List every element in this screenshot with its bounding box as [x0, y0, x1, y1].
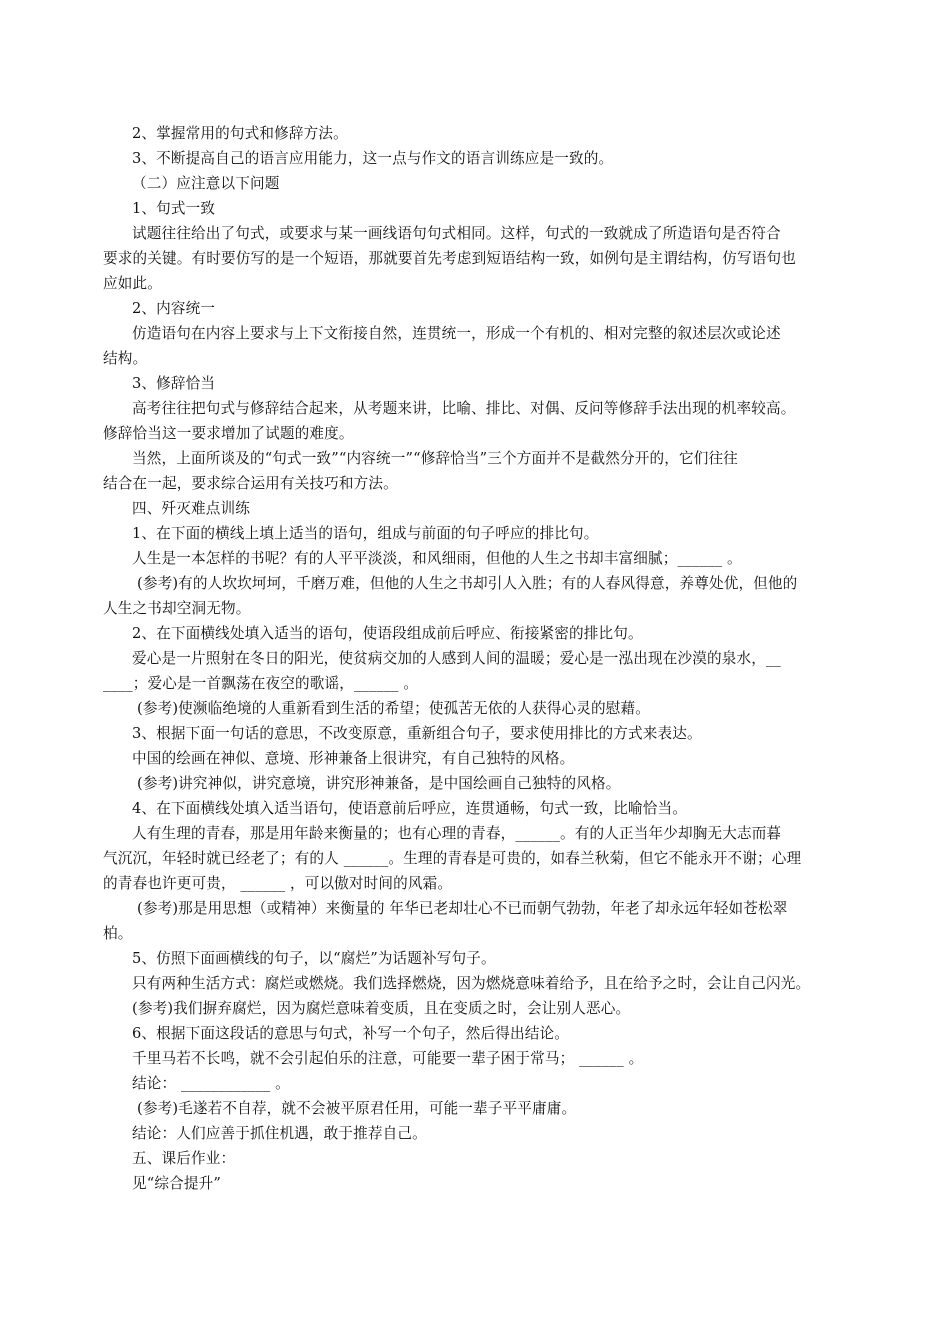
text-line: 千里马若不长鸣，就不会引起伯乐的注意，可能要一辈子困于常马； ______ 。 — [132, 1050, 644, 1067]
text-line: 要求的关键。有时要仿写的是一个短语，那就要首先考虑到短语结构一致，如例句是主谓结构，仿写语句也 — [103, 250, 796, 267]
text-line: 高考往往把句式与修辞结合起来，从考题来讲，比喻、排比、对偶、反问等修辞手法出现的机率较高。 — [132, 400, 796, 417]
answer-line: (参考)有的人坎坎坷坷，千磨万难，但他的人生之书却引人入胜；有的人春风得意，养尊处优，但他的 — [137, 575, 798, 592]
section-heading: 五、课后作业： — [132, 1150, 236, 1167]
text-line: 应如此。 — [103, 275, 162, 292]
text-line: ____；爱心是一首飘荡在夜空的歌谣，______ 。 — [103, 675, 419, 692]
subheading: 2、内容统一 — [132, 300, 216, 317]
section-heading: 四、歼灭难点训练 — [132, 500, 250, 517]
answer-line: (参考)那是用思想（或精神）来衡量的 年华已老却壮心不已而朝气勃勃，年老了却永远年轻如苍松翠 — [137, 900, 788, 917]
answer-line: 人生之书却空洞无物。 — [103, 600, 251, 617]
text-line: 当然，上面所谈及的“句式一致”“内容统一”“修辞恰当”三个方面并不是截然分开的，它们往往 — [132, 450, 738, 467]
question-line: 1、在下面的横线上填上适当的语句，组成与前面的句子呼应的排比句。 — [132, 525, 599, 542]
text-line: 人有生理的青春，那是用年龄来衡量的；也有心理的青春，______。有的人正当年少却胸无大志而暮 — [132, 825, 782, 842]
text-line: 结论： ____________ 。 — [132, 1075, 290, 1092]
text-line: 中国的绘画在神似、意境、形神兼备上很讲究，有自己独特的风格。 — [132, 750, 575, 767]
text-line: 气沉沉，年轻时就已经老了；有的人 ______。生理的青春是可贵的，如春兰秋菊，但它不能永开不谢；心理 — [103, 850, 802, 867]
text-line: 结合在一起，要求综合运用有关技巧和方法。 — [103, 475, 398, 492]
section-heading: （二）应注意以下问题 — [132, 175, 280, 192]
text-line: 只有两种生活方式：腐烂或燃烧。我们选择燃烧，因为燃烧意味着给予，且在给予之时，会让自己闪光。 — [132, 975, 811, 992]
text-line: 人生是一本怎样的书呢？有的人平平淡淡，和风细雨，但他的人生之书却丰富细腻；______ 。 — [132, 550, 742, 567]
text-line: 3、不断提高自己的语言应用能力，这一点与作文的语言训练应是一致的。 — [132, 150, 614, 167]
text-line: 爱心是一片照射在冬日的阳光，使贫病交加的人感到人间的温暖；爱心是一泓出现在沙漠的泉水，__ — [132, 650, 781, 667]
text-line: 结构。 — [103, 350, 148, 367]
text-line: 见“综合提升” — [132, 1175, 221, 1192]
question-line: 6、根据下面这段话的意思与句式，补写一个句子，然后得出结论。 — [132, 1025, 570, 1042]
subheading: 3、修辞恰当 — [132, 375, 216, 392]
question-line: 3、根据下面一句话的意思，不改变原意，重新组合句子，要求使用排比的方式来表达。 — [132, 725, 702, 742]
subheading: 1、句式一致 — [132, 200, 216, 217]
answer-line: 柏。 — [103, 925, 133, 942]
text-line: 修辞恰当这一要求增加了试题的难度。 — [103, 425, 354, 442]
answer-line: (参考)讲究神似，讲究意境，讲究形神兼备，是中国绘画自己独特的风格。 — [137, 775, 621, 792]
question-line: 5、仿照下面画横线的句子，以“腐烂”为话题补写句子。 — [132, 950, 496, 967]
answer-line: (参考)我们摒弃腐烂，因为腐烂意味着变质，且在变质之时，会让别人恶心。 — [132, 1000, 631, 1017]
answer-line: (参考)毛遂若不自荐，就不会被平原君任用，可能一辈子平平庸庸。 — [137, 1100, 577, 1117]
answer-line: 结论：人们应善于抓住机遇，敢于推荐自己。 — [132, 1125, 427, 1142]
question-line: 2、在下面横线处填入适当的语句，使语段组成前后呼应、衔接紧密的排比句。 — [132, 625, 643, 642]
answer-line: (参考)使濒临绝境的人重新看到生活的希望；使孤苦无依的人获得心灵的慰藉。 — [137, 700, 650, 717]
text-line: 试题往往给出了句式，或要求与某一画线语句句式相同。这样，句式的一致就成了所造语句是否符合 — [132, 225, 781, 242]
question-line: 4、在下面横线处填入适当语句，使语意前后呼应，连贯通畅，句式一致，比喻恰当。 — [132, 800, 687, 817]
text-line: 2、掌握常用的句式和修辞方法。 — [132, 125, 348, 142]
text-line: 的青春也许更可贵， ______ ，可以傲对时间的风霜。 — [103, 875, 453, 892]
text-line: 仿造语句在内容上要求与上下文衔接自然，连贯统一，形成一个有机的、相对完整的叙述层次或论述 — [132, 325, 781, 342]
document-page — [0, 121, 950, 1196]
